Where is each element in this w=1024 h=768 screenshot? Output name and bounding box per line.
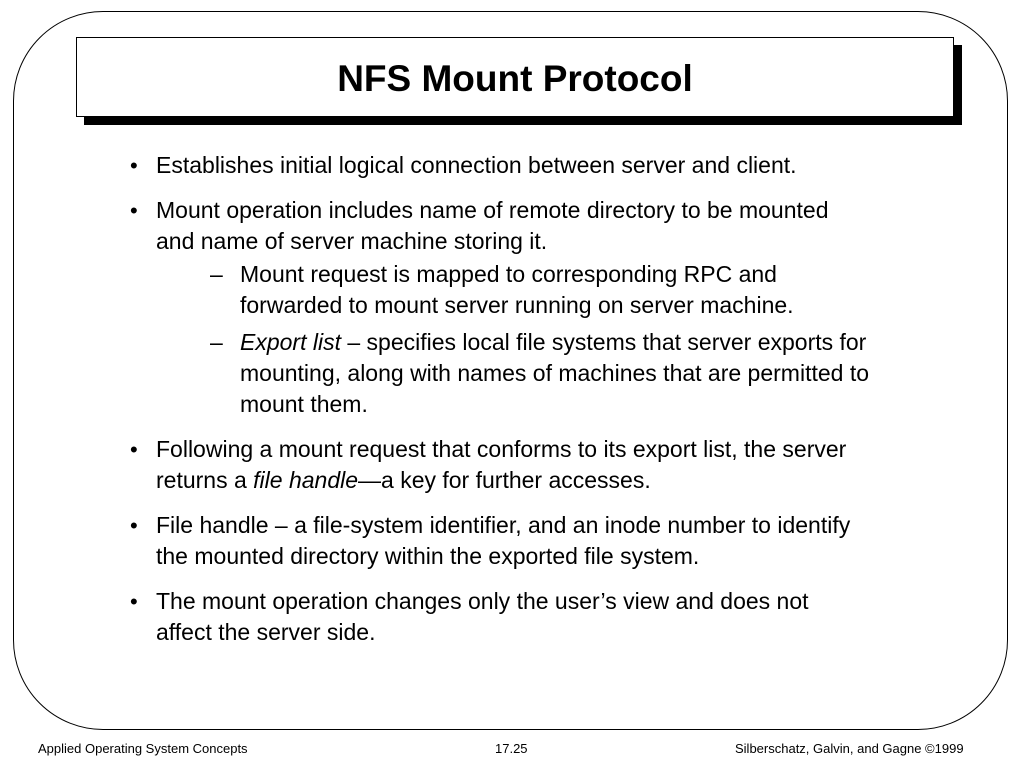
bullet-text-tail: —a key for further accesses. [358, 467, 651, 493]
export-list-term: Export list [240, 329, 341, 355]
bullet-item [130, 195, 870, 420]
bullet-text: File handle – a file-system identifier, and an inode number to identify the mounted directory within the exported file system. [156, 512, 851, 569]
dash-icon: – [210, 329, 223, 355]
bullet-icon: • [130, 153, 138, 178]
bullet-text: Following a mount request that conforms to its export list, the server returns a [156, 436, 847, 493]
bullet-item [130, 434, 870, 496]
footer-copyright: Silberschatz, Galvin, and Gagne ©1999 [735, 741, 964, 756]
sub-item-text: Mount request is mapped to corresponding RPC and forwarded to mount server running on server machine. [240, 261, 794, 318]
bullet-icon: • [130, 437, 138, 462]
footer-book-title: Applied Operating System Concepts [38, 741, 248, 756]
bullet-text: The mount operation changes only the user’s view and does not affect the server side. [156, 588, 809, 645]
bullet-icon: • [130, 513, 138, 538]
sub-item-text: – specifies local file systems that server exports for mounting, along with names of machines that are permitted to mount them. [240, 329, 870, 417]
title-box [76, 37, 954, 117]
bullet-icon: • [130, 589, 138, 614]
footer-slide-number: 17.25 [495, 741, 528, 756]
bullet-text: Mount operation includes name of remote directory to be mounted and name of server machine storing it. [156, 197, 829, 254]
bullet-text: Establishes initial logical connection between server and client. [156, 152, 797, 178]
sub-item [156, 259, 870, 321]
bullet-item [130, 586, 870, 648]
bullet-icon: • [130, 198, 138, 223]
slide-title: NFS Mount Protocol [337, 58, 693, 99]
sub-item [156, 327, 870, 420]
bullet-item [130, 510, 870, 572]
file-handle-term: file handle [253, 467, 359, 493]
bullet-item [130, 150, 870, 181]
sub-list [156, 259, 870, 420]
dash-icon: – [210, 261, 223, 287]
slide-content [130, 150, 870, 662]
